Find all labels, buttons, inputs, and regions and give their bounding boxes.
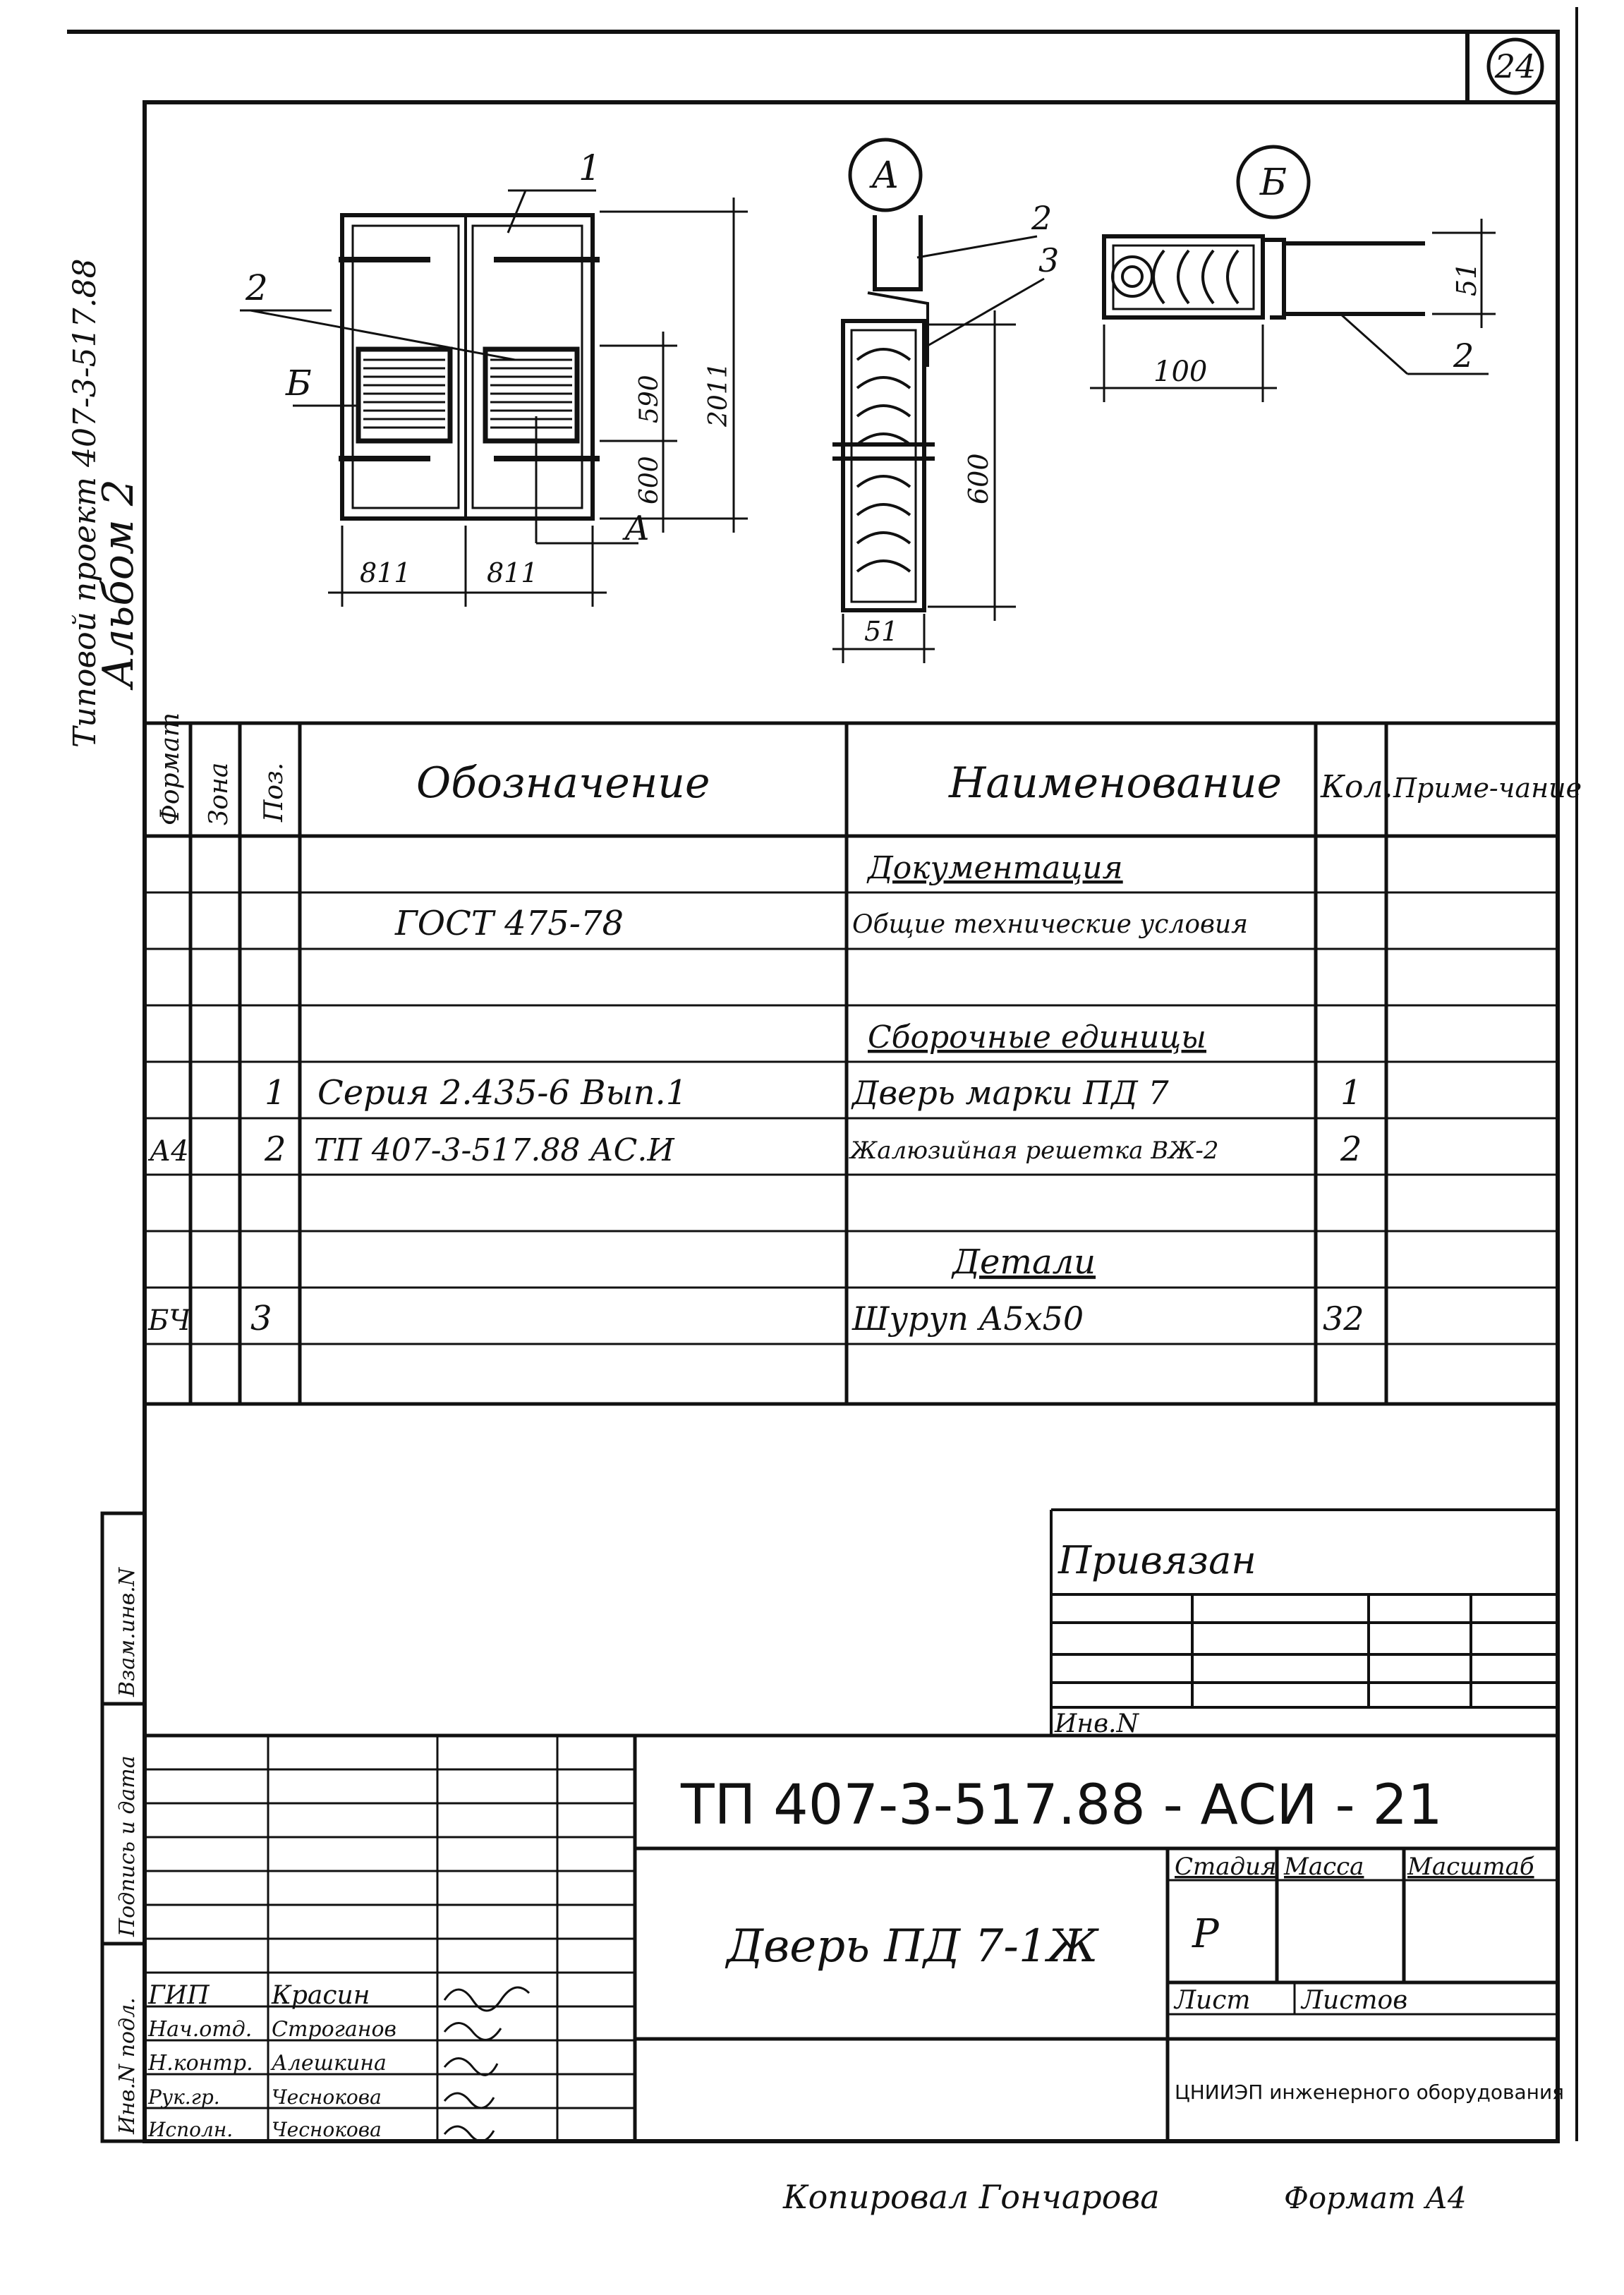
table-row: [951, 1242, 1096, 1282]
svg-text:Копировал Гончарова: Копировал Гончарова: [783, 2178, 1160, 2216]
svg-text:Чеснокова: Чеснокова: [272, 2118, 382, 2141]
svg-text:1: 1: [1340, 1073, 1362, 1113]
svg-text:Взам.инв.N: Взам.инв.N: [115, 1567, 140, 1697]
svg-text:ГИП: ГИП: [148, 1981, 210, 2010]
svg-text:51: 51: [1451, 262, 1482, 296]
svg-text:600: 600: [635, 456, 664, 504]
svg-text:Общие технические условия: Общие технические условия: [852, 910, 1249, 939]
svg-text:2: 2: [265, 1130, 286, 1169]
svg-text:А: А: [624, 509, 650, 548]
svg-text:Сборочные единицы: Сборочные единицы: [868, 1019, 1207, 1055]
svg-text:Алешкина: Алешкина: [272, 2051, 387, 2076]
section-view-a: [832, 140, 1059, 663]
svg-text:Чеснокова: Чеснокова: [272, 2085, 382, 2109]
header-pos: Поз.: [260, 762, 289, 822]
spec-table: [145, 713, 1582, 1404]
table-row: [147, 1130, 1362, 1169]
svg-text:2011: 2011: [704, 362, 733, 427]
svg-text:Серия 2.435-6 Вып.1: Серия 2.435-6 Вып.1: [317, 1073, 688, 1113]
svg-text:Красин: Красин: [272, 1981, 370, 2010]
svg-text:811: 811: [360, 557, 411, 588]
svg-text:1: 1: [265, 1073, 286, 1113]
header-zone: Зона: [205, 762, 234, 825]
svg-text:32: 32: [1323, 1300, 1364, 1338]
louvre-grille-right: [485, 349, 577, 441]
svg-text:24: 24: [1494, 47, 1537, 85]
svg-text:Формат А4: Формат А4: [1284, 2181, 1467, 2215]
svg-text:600: 600: [963, 453, 994, 504]
header-format: Формат: [156, 712, 185, 825]
header-name: Наименование: [949, 758, 1283, 808]
svg-text:Подпись и дата: Подпись и дата: [115, 1755, 140, 1937]
svg-text:2: 2: [1031, 199, 1053, 237]
svg-text:Н.контр.: Н.контр.: [148, 2051, 253, 2076]
binding-block: [1051, 1510, 1558, 1738]
svg-text:Альбом 2: Альбом 2: [94, 478, 143, 688]
svg-text:Б: Б: [286, 363, 312, 404]
svg-text:Рук.гр.: Рук.гр.: [148, 2085, 220, 2109]
header-qty: Кол.: [1321, 769, 1393, 805]
drawing-name: Дверь ПД 7-1Ж: [727, 1920, 1098, 1973]
svg-text:Листов: Листов: [1302, 1986, 1408, 2015]
svg-text:А: А: [871, 155, 899, 197]
table-row: [265, 1073, 1362, 1113]
svg-text:Инв.N подл.: Инв.N подл.: [115, 1997, 140, 2134]
table-row: [868, 1019, 1206, 1055]
svg-text:Масштаб: Масштаб: [1407, 1853, 1534, 1881]
svg-text:100: 100: [1153, 356, 1208, 388]
table-row: [147, 1299, 1364, 1338]
svg-text:Инв.N: Инв.N: [1055, 1709, 1139, 1738]
signatures: [147, 1981, 529, 2141]
section-view-b: [1090, 147, 1496, 402]
svg-text:590: 590: [635, 375, 664, 423]
table-row: [394, 904, 1248, 943]
svg-text:Лист: Лист: [1175, 1986, 1251, 2015]
svg-text:ГОСТ 475-78: ГОСТ 475-78: [395, 904, 624, 943]
side-stamp: [67, 258, 145, 2141]
title-block: [145, 1736, 1564, 2141]
svg-text:ТП 407-3-517.88 АС.И: ТП 407-3-517.88 АС.И: [314, 1132, 674, 1168]
svg-text:Детали: Детали: [952, 1242, 1096, 1282]
svg-text:Стадия: Стадия: [1175, 1853, 1277, 1881]
svg-text:3: 3: [1038, 241, 1060, 279]
svg-text:3: 3: [250, 1299, 272, 1338]
header-note: Приме-чание: [1393, 773, 1582, 804]
table-row: [866, 850, 1123, 886]
door-front-view: [240, 147, 748, 607]
svg-text:Привязан: Привязан: [1058, 1538, 1256, 1582]
header-designation: Обозначение: [416, 758, 710, 808]
svg-text:Типовой проект 407-3-517.88: Типовой проект 407-3-517.88: [67, 258, 103, 748]
footer: [782, 2178, 1467, 2216]
svg-text:Дверь марки ПД 7: Дверь марки ПД 7: [852, 1074, 1169, 1112]
svg-text:2: 2: [246, 267, 268, 308]
svg-text:811: 811: [487, 557, 538, 588]
svg-text:Строганов: Строганов: [272, 2017, 396, 2042]
svg-text:Масса: Масса: [1284, 1853, 1364, 1881]
svg-text:Исполн.: Исполн.: [148, 2118, 234, 2141]
svg-text:Б: Б: [1259, 162, 1287, 204]
sheet-number: [1489, 40, 1542, 93]
svg-text:Жалюзийная решетка ВЖ-2: Жалюзийная решетка ВЖ-2: [850, 1137, 1219, 1165]
svg-text:51: 51: [864, 616, 899, 647]
svg-text:А4: А4: [150, 1135, 189, 1168]
louvre-grille-left: [358, 349, 450, 441]
svg-text:БЧ: БЧ: [148, 1304, 191, 1337]
svg-text:Документация: Документация: [868, 850, 1123, 886]
svg-text:2: 2: [1340, 1130, 1362, 1169]
svg-text:2: 2: [1453, 337, 1474, 375]
svg-text:Нач.отд.: Нач.отд.: [148, 2017, 253, 2042]
drawing-code: ТП 407-3-517.88 - АСИ - 21: [681, 1774, 1443, 1837]
svg-text:1: 1: [578, 147, 601, 188]
org-stamp: ЦНИИЭП инженерного оборудования: [1175, 2081, 1565, 2104]
svg-text:Шуруп А5х50: Шуруп А5х50: [852, 1300, 1084, 1338]
stage-value: Р: [1192, 1911, 1219, 1957]
